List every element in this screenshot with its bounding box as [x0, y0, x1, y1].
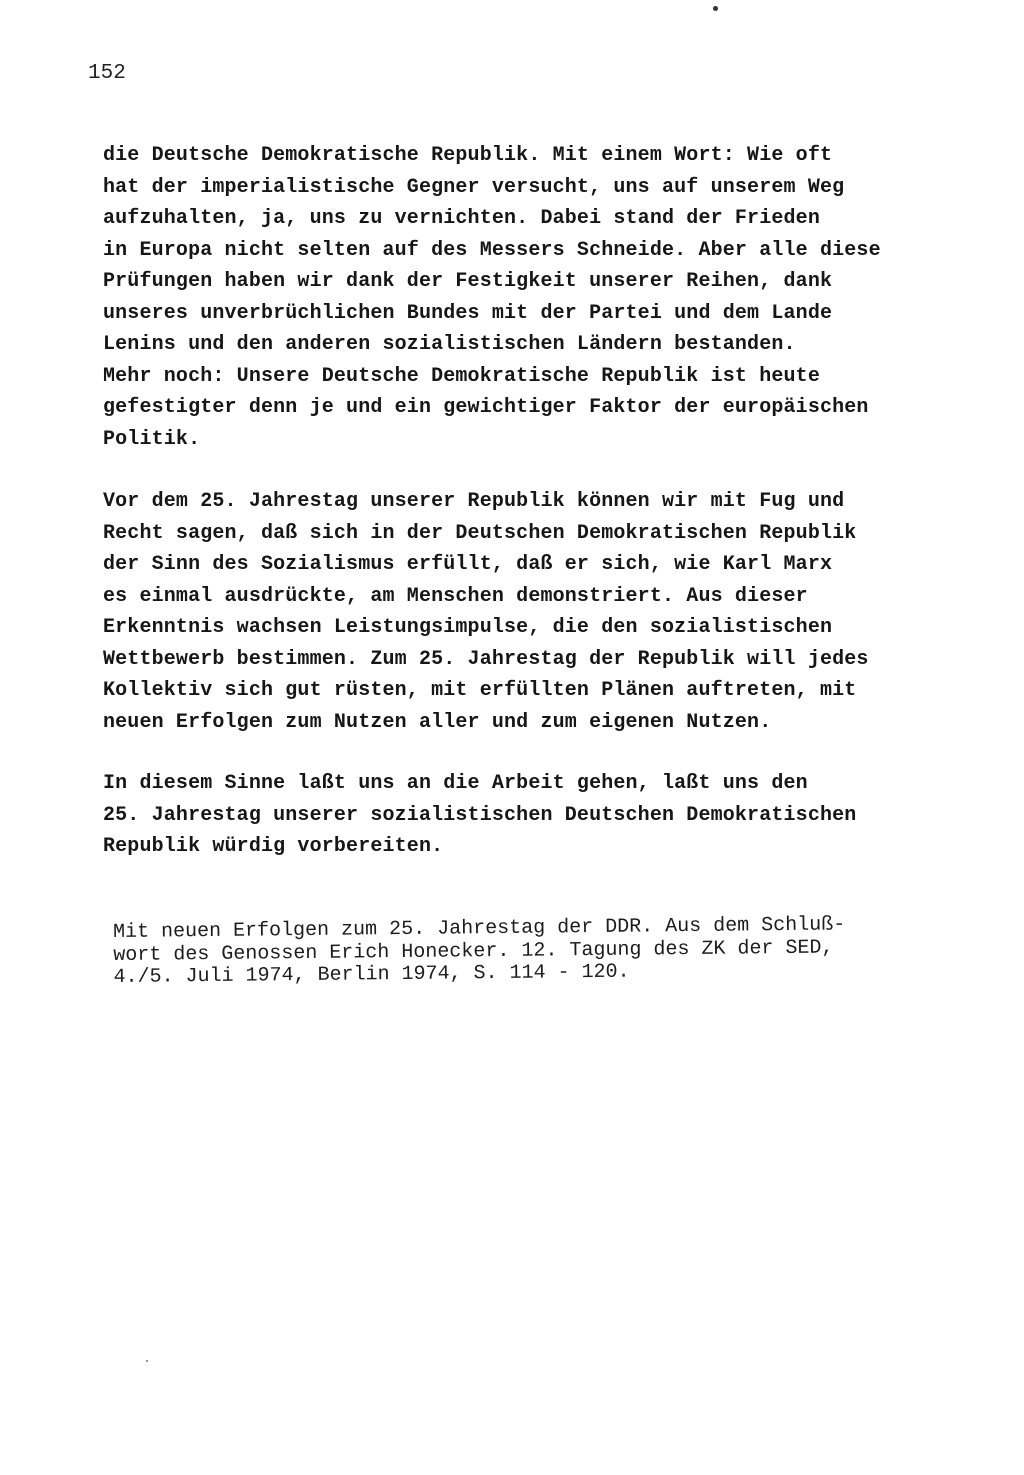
text-line: Vor dem 25. Jahrestag unserer Republik können wir mit Fug und [103, 490, 845, 513]
text-line: Prüfungen haben wir dank der Festigkeit unserer Reihen, dank [103, 270, 833, 293]
text-line: Wettbewerb bestimmen. Zum 25. Jahrestag der Republik will jedes [103, 647, 869, 671]
text-line: aufzuhalten, ja, uns zu vernichten. Dabei stand der Frieden [103, 207, 820, 230]
body-paragraph [103, 140, 881, 455]
text-line: in Europa nicht selten auf des Messers Schneide. Aber alle diese [103, 238, 881, 262]
text-line: die Deutsche Demokratische Republik. Mit einem Wort: Wie oft [103, 144, 833, 167]
body-paragraph [103, 768, 856, 863]
text-line: hat der imperialistische Gegner versucht, uns auf unserem Weg [103, 175, 845, 199]
text-line: In diesem Sinne laßt uns an die Arbeit gehen, laßt uns den [103, 772, 808, 795]
body-paragraph [103, 486, 869, 738]
citation-line: wort des Genossen Erich Honecker. 12. Tagung des ZK der SED, [113, 935, 834, 967]
text-line: Republik würdig vorbereiten. [103, 835, 444, 858]
citation-line: 4./5. Juli 1974, Berlin 1974, S. 114 - 120. [113, 960, 630, 989]
text-line: es einmal ausdrückte, am Menschen demonstriert. Aus dieser [103, 584, 808, 608]
text-line: der Sinn des Sozialismus erfüllt, daß er sich, wie Karl Marx [103, 553, 833, 576]
text-line: neuen Erfolgen zum Nutzen aller und zum eigenen Nutzen. [103, 710, 772, 734]
text-line: Kollektiv sich gut rüsten, mit erfüllten Plänen auftreten, mit [103, 679, 857, 702]
citation-line: Mit neuen Erfolgen zum 25. Jahrestag der DDR. Aus dem Schluß- [112, 913, 846, 944]
text-line: Mehr noch: Unsere Deutsche Demokratische Republik ist heute [103, 364, 820, 388]
text-line: Erkenntnis wachsen Leistungsimpulse, die den sozialistischen [103, 616, 833, 639]
text-line: 25. Jahrestag unserer sozialistischen Deutschen Demokratischen [103, 803, 857, 827]
text-line: gefestigter denn je und ein gewichtiger Faktor der europäischen [103, 396, 869, 419]
text-line: unseres unverbrüchlichen Bundes mit der Partei und dem Lande [103, 301, 833, 325]
source-citation [113, 914, 846, 989]
text-line: Politik. [103, 427, 201, 451]
ink-speck [713, 6, 718, 11]
page-number: 152 [88, 62, 126, 85]
ink-speck [146, 1360, 148, 1362]
text-line: Lenins und den anderen sozialistischen Ländern bestanden. [103, 333, 796, 356]
text-line: Recht sagen, daß sich in der Deutschen Demokratischen Republik [103, 521, 857, 545]
